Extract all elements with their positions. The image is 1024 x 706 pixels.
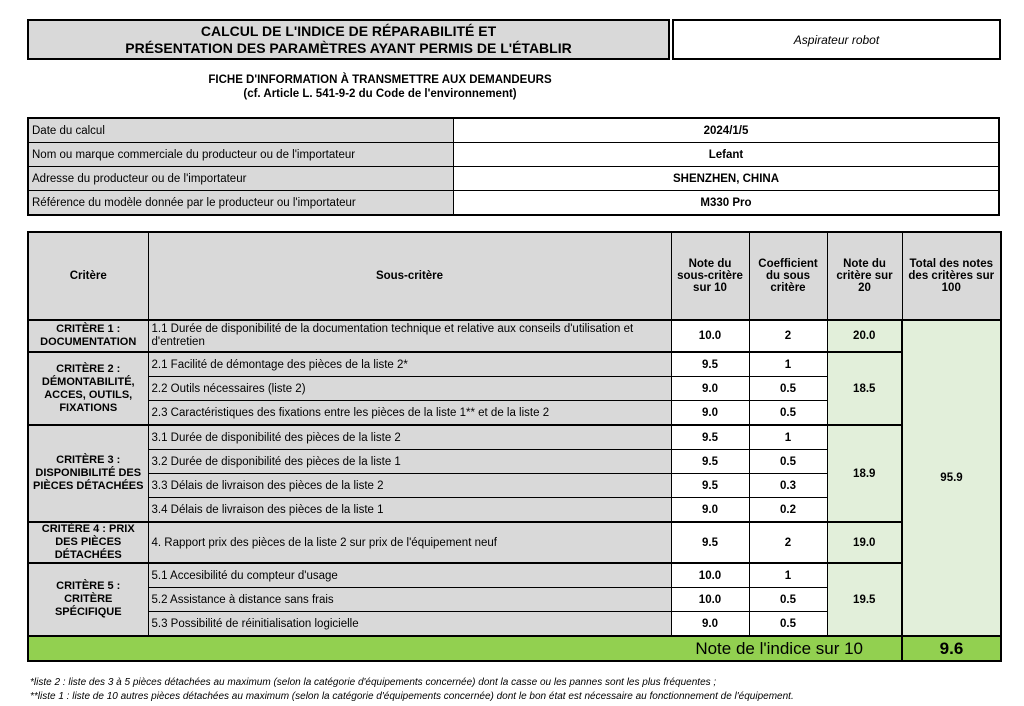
subcriterion-label: 2.3 Caractéristiques des fixations entre les pièces de la liste 1** et de la liste 2 bbox=[148, 401, 671, 426]
subcriterion-label: 5.2 Assistance à distance sans frais bbox=[148, 588, 671, 612]
subcriterion-note: 9.5 bbox=[671, 352, 749, 377]
subcriterion-coefficient: 0.5 bbox=[749, 450, 827, 474]
sheet-title-line2: PRÉSENTATION DES PARAMÈTRES AYANT PERMIS DE L'ÉTABLIR bbox=[125, 39, 572, 56]
col-critere: Critère bbox=[28, 232, 148, 320]
subcriterion-label: 2.2 Outils nécessaires (liste 2) bbox=[148, 377, 671, 401]
info-value: M330 Pro bbox=[454, 191, 1000, 216]
table-row bbox=[28, 522, 1001, 563]
subcriterion-note: 9.0 bbox=[671, 401, 749, 426]
subcriterion-coefficient: 1 bbox=[749, 425, 827, 450]
col-total: Total des notes des critères sur 100 bbox=[902, 232, 1001, 320]
subcriterion-note: 9.0 bbox=[671, 612, 749, 637]
footnote-list2: *liste 2 : liste des 3 à 5 pièces détachées au maximum (selon la catégorie d'équipements concernée) dont la casse ou les pannes sont les plus fréquentes ; bbox=[30, 677, 717, 688]
info-value: SHENZHEN, CHINA bbox=[454, 167, 1000, 191]
info-value: 2024/1/5 bbox=[454, 118, 1000, 143]
info-row bbox=[28, 167, 999, 191]
subcriterion-coefficient: 0.5 bbox=[749, 377, 827, 401]
subcriterion-coefficient: 0.5 bbox=[749, 401, 827, 426]
table-row bbox=[28, 352, 1001, 377]
info-table bbox=[27, 117, 1000, 216]
total-score: 95.9 bbox=[902, 320, 1001, 636]
final-index-row bbox=[28, 636, 1001, 661]
criterion-name: CRITÈRE 3 : DISPONIBILITÉ DES PIÈCES DÉTACHÉES bbox=[28, 425, 148, 522]
criterion-score: 19.0 bbox=[827, 522, 902, 563]
table-row bbox=[28, 320, 1001, 352]
info-row bbox=[28, 191, 999, 216]
subcriterion-label: 5.3 Possibilité de réinitialisation logicielle bbox=[148, 612, 671, 637]
info-value: Lefant bbox=[454, 143, 1000, 167]
subcriterion-label: 5.1 Accesibilité du compteur d'usage bbox=[148, 563, 671, 588]
criterion-name: CRITÈRE 1 : DOCUMENTATION bbox=[28, 320, 148, 352]
col-note-sous-critere: Note du sous-critère sur 10 bbox=[671, 232, 749, 320]
criterion-name: CRITÈRE 2 : DÉMONTABILITÉ, ACCES, OUTILS, FIXATIONS bbox=[28, 352, 148, 425]
subcriterion-note: 9.5 bbox=[671, 522, 749, 563]
subcriterion-label: 2.1 Facilité de démontage des pièces de la liste 2* bbox=[148, 352, 671, 377]
product-category: Aspirateur robot bbox=[672, 19, 1001, 60]
subtitle-line1: FICHE D'INFORMATION À TRANSMETTRE AUX DEMANDEURS bbox=[208, 74, 552, 86]
info-row bbox=[28, 143, 999, 167]
col-note-critere: Note du critère sur 20 bbox=[827, 232, 902, 320]
subcriterion-coefficient: 2 bbox=[749, 522, 827, 563]
subcriterion-coefficient: 0.5 bbox=[749, 588, 827, 612]
footnote-list1: **liste 1 : liste de 10 autres pièces détachées au maximum (selon la catégorie d'équipements concernée) dont le bon état est nécessaire au fonctionnement de l'équipement. bbox=[30, 691, 794, 702]
criterion-score: 18.9 bbox=[827, 425, 902, 522]
subcriterion-note: 10.0 bbox=[671, 320, 749, 352]
subcriterion-label: 3.2 Durée de disponibilité des pièces de la liste 1 bbox=[148, 450, 671, 474]
subcriterion-note: 9.0 bbox=[671, 498, 749, 523]
sheet-title bbox=[27, 19, 670, 60]
subcriterion-coefficient: 0.5 bbox=[749, 612, 827, 637]
criteria-table bbox=[27, 231, 1002, 662]
subcriterion-note: 9.5 bbox=[671, 450, 749, 474]
subcriterion-label: 3.3 Délais de livraison des pièces de la liste 2 bbox=[148, 474, 671, 498]
subcriterion-note: 9.5 bbox=[671, 425, 749, 450]
table-row bbox=[28, 563, 1001, 588]
subcriterion-coefficient: 2 bbox=[749, 320, 827, 352]
criterion-name: CRITÈRE 4 : PRIX DES PIÈCES DÉTACHÉES bbox=[28, 522, 148, 563]
subcriterion-coefficient: 0.3 bbox=[749, 474, 827, 498]
table-row bbox=[28, 425, 1001, 450]
info-label: Adresse du producteur ou de l'importateur bbox=[28, 167, 454, 191]
subcriterion-label: 1.1 Durée de disponibilité de la documentation technique et relative aux conseils d'utilisation et d'entretien bbox=[148, 320, 671, 352]
subcriterion-note: 10.0 bbox=[671, 563, 749, 588]
subcriterion-coefficient: 1 bbox=[749, 563, 827, 588]
subcriterion-coefficient: 0.2 bbox=[749, 498, 827, 523]
final-index-value: 9.6 bbox=[902, 636, 1001, 661]
subcriterion-label: 4. Rapport prix des pièces de la liste 2 sur prix de l'équipement neuf bbox=[148, 522, 671, 563]
criterion-score: 19.5 bbox=[827, 563, 902, 636]
col-sous-critere: Sous-critère bbox=[148, 232, 671, 320]
subcriterion-label: 3.4 Délais de livraison des pièces de la liste 1 bbox=[148, 498, 671, 523]
criterion-score: 18.5 bbox=[827, 352, 902, 425]
info-label: Date du calcul bbox=[28, 118, 454, 143]
subcriterion-note: 9.5 bbox=[671, 474, 749, 498]
subtitle-line2: (cf. Article L. 541-9-2 du Code de l'environnement) bbox=[243, 88, 517, 100]
final-index-label: Note de l'indice sur 10 bbox=[28, 636, 902, 661]
sheet-subtitle bbox=[110, 73, 650, 101]
subcriterion-coefficient: 1 bbox=[749, 352, 827, 377]
info-label: Nom ou marque commerciale du producteur ou de l'importateur bbox=[28, 143, 454, 167]
subcriterion-note: 9.0 bbox=[671, 377, 749, 401]
col-coefficient: Coefficient du sous critère bbox=[749, 232, 827, 320]
subcriterion-note: 10.0 bbox=[671, 588, 749, 612]
info-label: Référence du modèle donnée par le producteur ou l'importateur bbox=[28, 191, 454, 216]
info-row bbox=[28, 118, 999, 143]
sheet-title-line1: CALCUL DE L'INDICE DE RÉPARABILITÉ ET bbox=[200, 22, 497, 39]
subcriterion-label: 3.1 Durée de disponibilité des pièces de la liste 2 bbox=[148, 425, 671, 450]
criterion-score: 20.0 bbox=[827, 320, 902, 352]
criterion-name: CRITÈRE 5 : CRITÈRE SPÉCIFIQUE bbox=[28, 563, 148, 636]
